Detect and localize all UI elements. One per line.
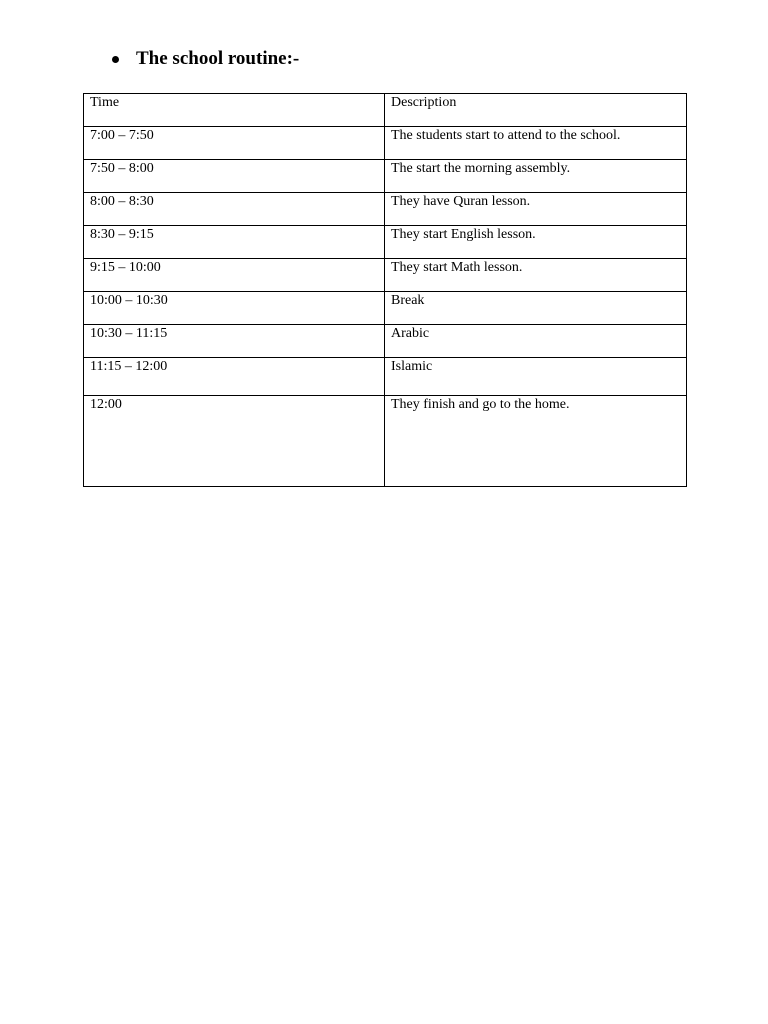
description-cell: Arabic (385, 325, 687, 358)
section-heading (112, 46, 299, 72)
time-cell: 7:50 – 8:00 (84, 160, 385, 193)
header-description: Description (385, 94, 687, 127)
heading-text: The school routine:- (136, 48, 300, 69)
description-cell: The students start to attend to the school. (385, 127, 687, 160)
time-cell: 8:00 – 8:30 (84, 193, 385, 226)
table-header-row (84, 94, 687, 127)
description-cell: The start the morning assembly. (385, 160, 687, 193)
time-cell: 11:15 – 12:00 (84, 358, 385, 396)
time-cell: 10:30 – 11:15 (84, 325, 385, 358)
routine-table (83, 93, 687, 487)
time-cell: 10:00 – 10:30 (84, 292, 385, 325)
table-row (84, 259, 687, 292)
table-row (84, 325, 687, 358)
table-row (84, 193, 687, 226)
table-row (84, 127, 687, 160)
bullet-icon (112, 56, 119, 63)
description-cell: Break (385, 292, 687, 325)
time-cell: 7:00 – 7:50 (84, 127, 385, 160)
time-cell: 8:30 – 9:15 (84, 226, 385, 259)
time-cell: 9:15 – 10:00 (84, 259, 385, 292)
header-time: Time (84, 94, 385, 127)
table-row (84, 292, 687, 325)
description-cell: They start Math lesson. (385, 259, 687, 292)
time-cell: 12:00 (84, 396, 385, 487)
table-row (84, 358, 687, 396)
description-cell: They finish and go to the home. (385, 396, 687, 487)
description-cell: Islamic (385, 358, 687, 396)
description-cell: They have Quran lesson. (385, 193, 687, 226)
description-cell: They start English lesson. (385, 226, 687, 259)
table-row (84, 226, 687, 259)
table-row (84, 396, 687, 487)
table-row (84, 160, 687, 193)
